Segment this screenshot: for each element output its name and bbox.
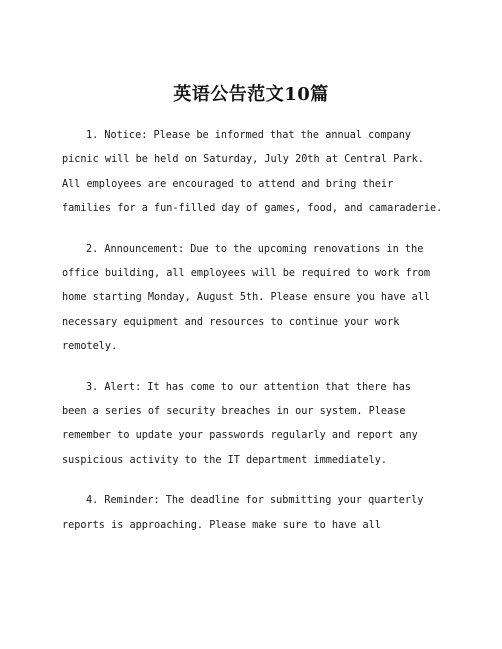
text-line: suspicious activity to the IT department immediately. xyxy=(62,454,388,466)
text-line: All employees are encouraged to attend and bring their xyxy=(62,178,394,190)
text-line: picnic will be held on Saturday, July 20th at Central Park. xyxy=(62,154,424,166)
paragraph-alert xyxy=(62,376,442,474)
text-line: 1. Notice: Please be informed that the annual company xyxy=(86,130,412,141)
text-line: office building, all employees will be required to work from xyxy=(62,268,431,280)
text-line: remember to update your passwords regularly and report any xyxy=(62,430,418,442)
text-line: home starting Monday, August 5th. Please ensure you have all xyxy=(62,292,431,304)
text-line: 2. Announcement: Due to the upcoming renovations in the xyxy=(86,243,424,255)
text-line: reports is approaching. Please make sure to have all xyxy=(62,519,381,531)
paragraph-reminder xyxy=(62,489,442,538)
paragraph-list xyxy=(62,124,442,554)
text-line: remotely. xyxy=(62,341,118,353)
paragraph-announcement xyxy=(62,238,442,360)
text-line: been a series of security breaches in our system. Please xyxy=(62,406,406,418)
document-title: 英语公告范文10篇 xyxy=(173,84,329,105)
text-line: 3. Alert: It has come to our attention that there has xyxy=(86,381,412,393)
text-line: necessary equipment and resources to continue your work xyxy=(62,316,400,328)
paragraph-notice xyxy=(62,124,442,222)
text-line: 4. Reminder: The deadline for submitting your quarterly xyxy=(86,495,424,507)
text-line: families for a fun-filled day of games, food, and camaraderie. xyxy=(62,203,443,215)
